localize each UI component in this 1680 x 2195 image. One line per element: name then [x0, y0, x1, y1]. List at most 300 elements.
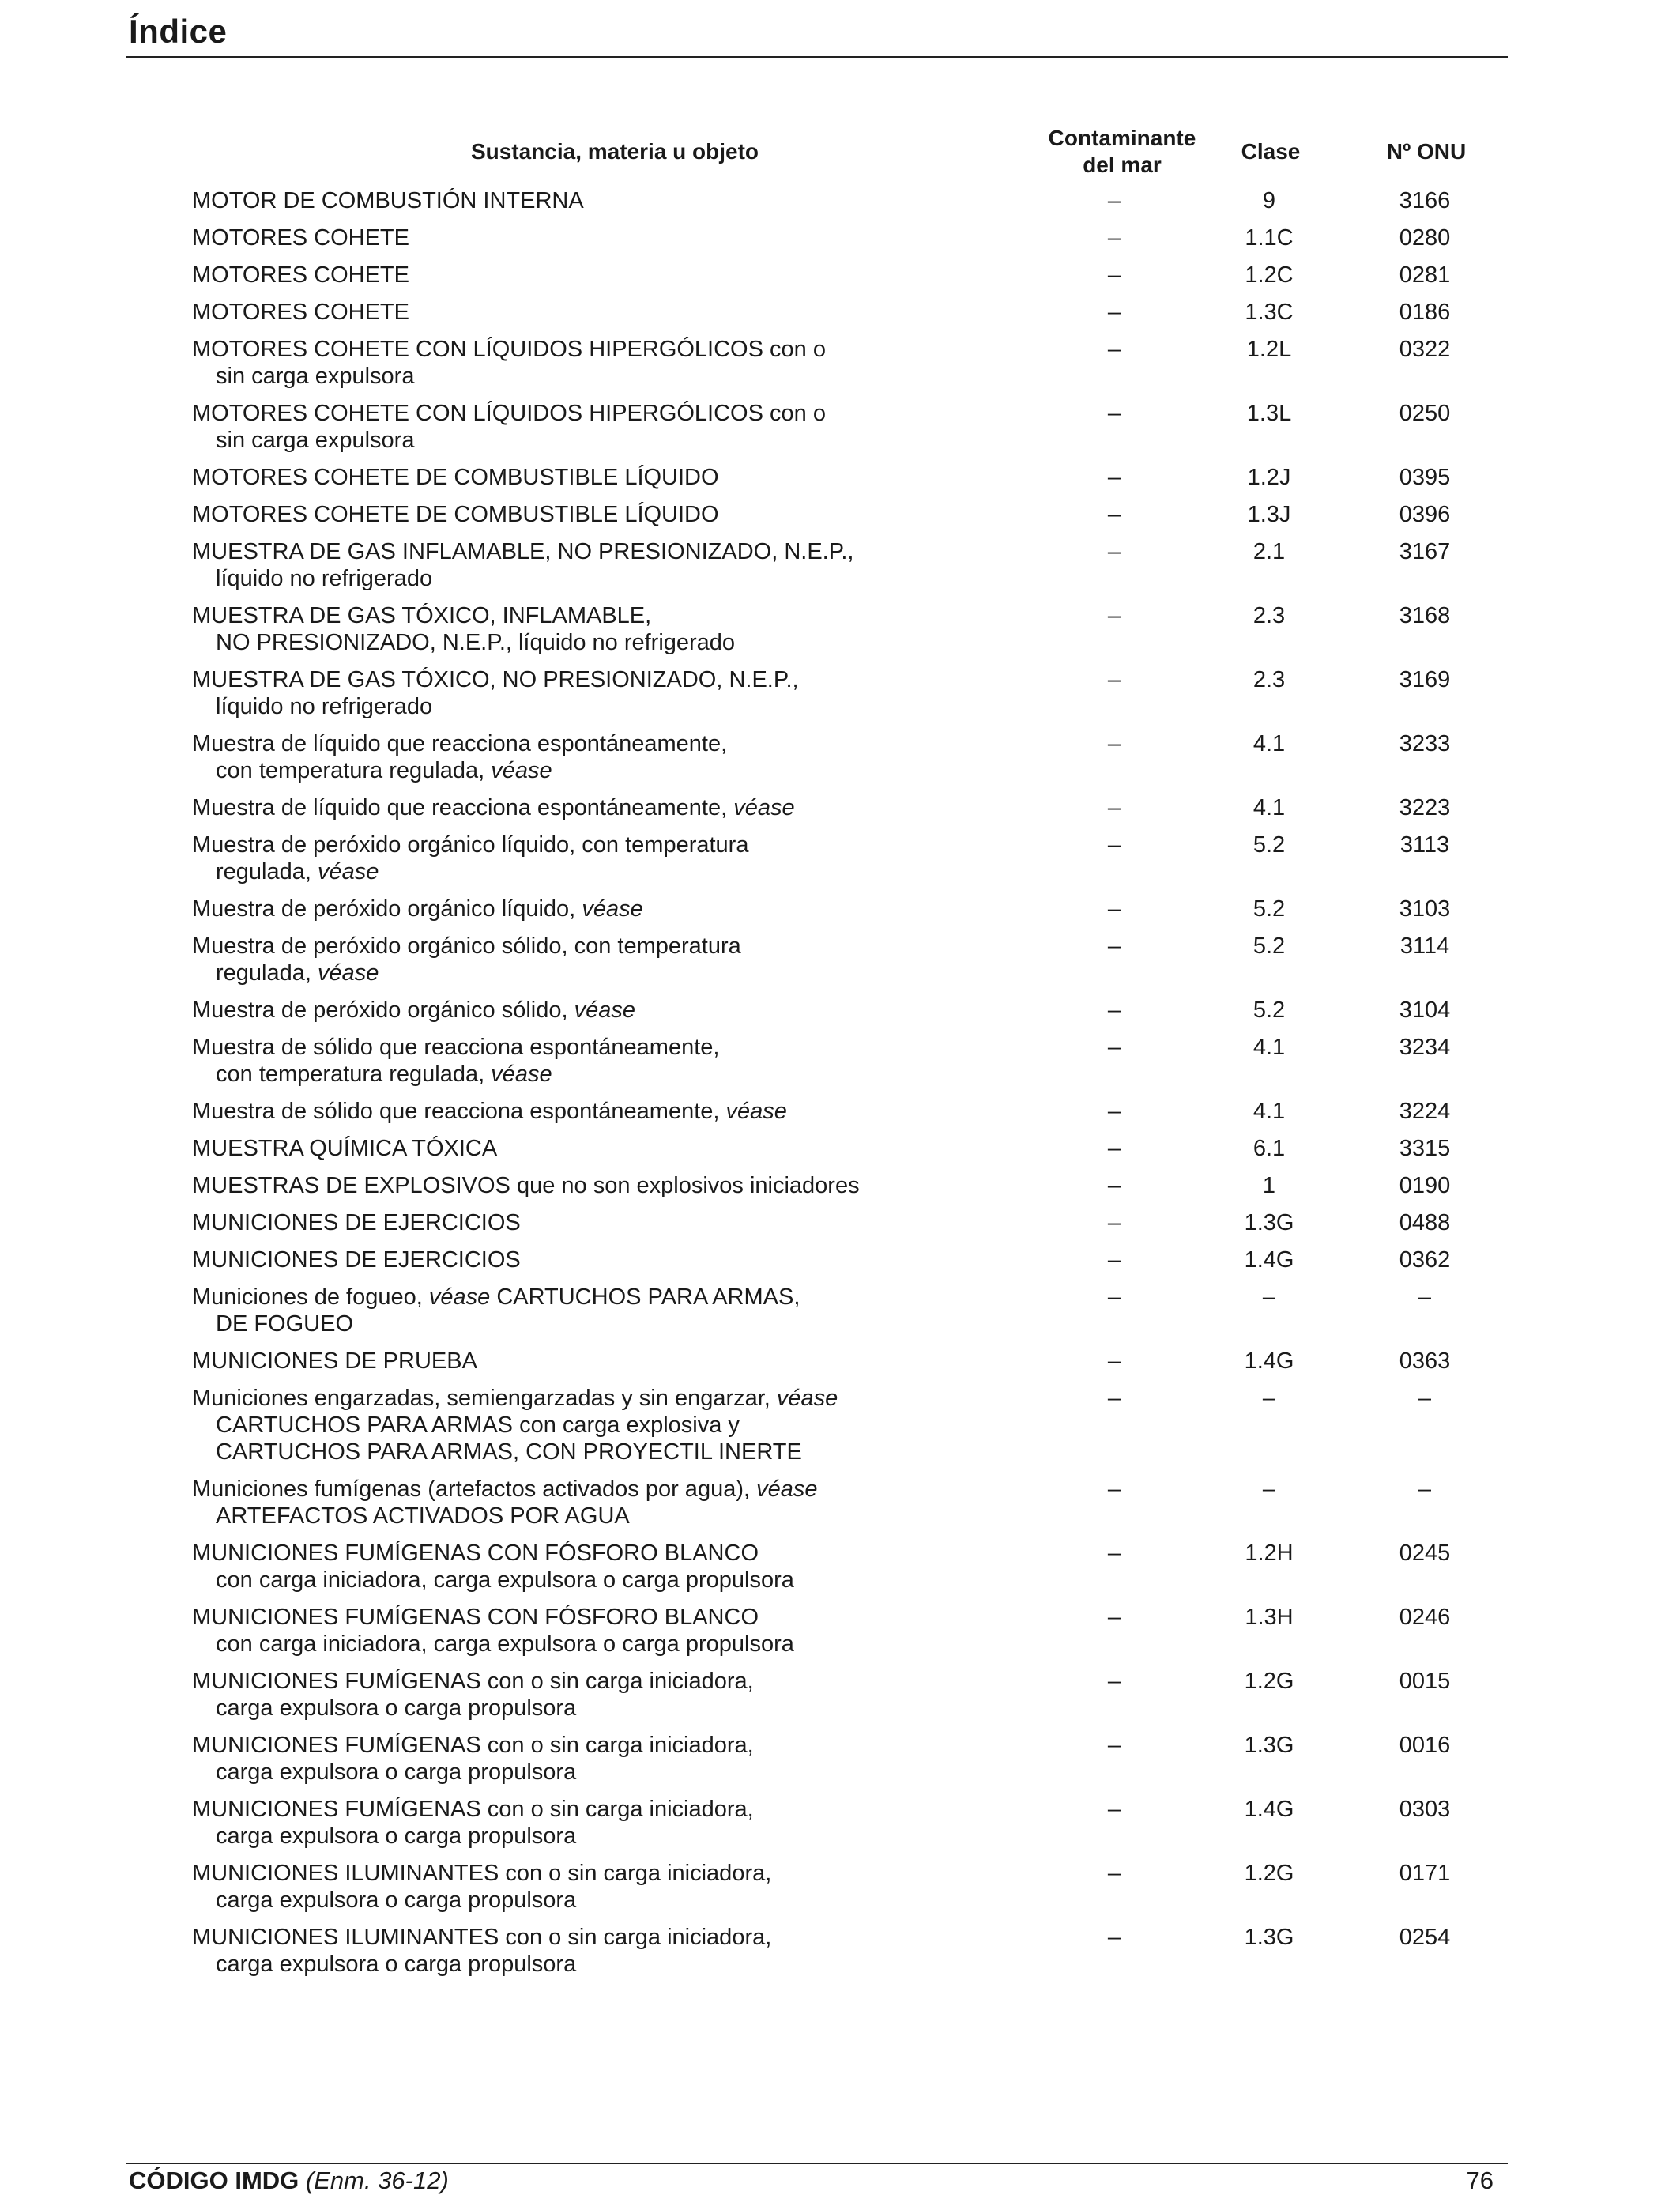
un-number-cell: 3104 — [1399, 998, 1451, 1023]
substance-text: sin carga expulsora — [216, 364, 415, 389]
substance-name-line — [192, 1135, 1069, 1162]
substance-name-cell — [192, 1476, 1069, 1529]
marine-pollutant-cell: – — [1107, 998, 1121, 1023]
table-row — [0, 933, 1680, 986]
substance-name-line — [192, 427, 1069, 454]
un-number-cell: 3223 — [1399, 795, 1451, 820]
see-reference-text: véase — [318, 859, 379, 884]
class-cell: 4.1 — [1252, 1099, 1286, 1124]
column-header-class: Clase — [1241, 139, 1301, 164]
marine-pollutant-cell: – — [1107, 1035, 1121, 1060]
substance-text: MUESTRA QUÍMICA TÓXICA — [192, 1136, 498, 1161]
see-reference-text: véase — [491, 1062, 552, 1087]
table-row — [0, 400, 1680, 454]
substance-name-line — [192, 1209, 1069, 1236]
un-number-cell: 3315 — [1399, 1136, 1451, 1161]
class-cell: 6.1 — [1252, 1136, 1286, 1161]
substance-text: MUNICIONES DE PRUEBA — [192, 1348, 477, 1374]
table-row — [0, 1246, 1680, 1273]
table-row — [0, 1284, 1680, 1337]
substance-text: regulada, — [216, 859, 318, 884]
un-number-cell: 0250 — [1399, 401, 1451, 426]
substance-text: MOTORES COHETE — [192, 300, 409, 325]
class-cell: 1.2G — [1244, 1861, 1294, 1886]
substance-name-line — [192, 1439, 1069, 1465]
substance-text: NO PRESIONIZADO, N.E.P., líquido no refrigerado — [216, 630, 736, 655]
class-cell: 1.1C — [1245, 225, 1294, 251]
see-reference-text: véase — [318, 960, 379, 986]
substance-name-line — [192, 1061, 1069, 1088]
marine-pollutant-cell: – — [1107, 1477, 1121, 1502]
substance-name-line — [192, 1503, 1069, 1529]
substance-text: CARTUCHOS PARA ARMAS, CON PROYECTIL INERTE — [216, 1439, 802, 1465]
marine-pollutant-cell: – — [1107, 1797, 1121, 1822]
marine-pollutant-cell: – — [1107, 1173, 1121, 1198]
substance-text: MOTORES COHETE CON LÍQUIDOS HIPERGÓLICOS con o — [192, 401, 826, 426]
class-cell: 1.2C — [1245, 262, 1294, 288]
substance-name-line — [192, 933, 1069, 960]
substance-text: carga expulsora o carga propulsora — [216, 1759, 577, 1785]
substance-text: regulada, — [216, 960, 318, 986]
substance-text: Muestra de peróxido orgánico sólido, con temperatura — [192, 933, 741, 959]
substance-name-line — [192, 501, 1069, 528]
substance-name-cell — [192, 1668, 1069, 1722]
substance-text: MUNICIONES FUMÍGENAS CON FÓSFORO BLANCO — [192, 1541, 759, 1566]
table-row — [0, 1034, 1680, 1088]
substance-name-cell — [192, 464, 1069, 491]
substance-text: Muestra de sólido que reacciona espontáneamente, — [192, 1035, 720, 1060]
substance-name-line — [192, 602, 1069, 629]
un-number-cell: 3113 — [1399, 832, 1450, 858]
substance-name-line — [192, 1540, 1069, 1567]
table-row — [0, 896, 1680, 922]
class-cell: – — [1262, 1386, 1276, 1411]
marine-pollutant-cell: – — [1107, 502, 1121, 527]
table-row — [0, 1209, 1680, 1236]
un-number-cell: 0395 — [1399, 465, 1451, 490]
substance-name-cell — [192, 1098, 1069, 1125]
table-row — [0, 1098, 1680, 1125]
table-row — [0, 1860, 1680, 1914]
table-row — [0, 1348, 1680, 1375]
table-row — [0, 1924, 1680, 1978]
substance-name-line — [192, 1887, 1069, 1914]
un-number-cell: 3169 — [1399, 667, 1451, 692]
marine-pollutant-cell: – — [1107, 1099, 1121, 1124]
table-row — [0, 336, 1680, 390]
substance-text: carga expulsora o carga propulsora — [216, 1695, 577, 1721]
substance-name-cell — [192, 224, 1069, 251]
footer-code: CÓDIGO IMDG — [129, 2167, 299, 2194]
substance-text: Muestra de líquido que reacciona espontáneamente, — [192, 795, 734, 820]
class-cell: 2.3 — [1252, 667, 1286, 692]
substance-text: MOTORES COHETE CON LÍQUIDOS HIPERGÓLICOS con o — [192, 337, 826, 362]
substance-text: DE FOGUEO — [216, 1311, 354, 1337]
marine-pollutant-cell: – — [1107, 1247, 1121, 1273]
substance-name-cell — [192, 299, 1069, 326]
substance-name-line — [192, 1631, 1069, 1658]
substance-text: MOTORES COHETE — [192, 262, 409, 288]
marine-pollutant-cell: – — [1107, 225, 1121, 251]
class-cell: 1.2J — [1247, 465, 1291, 490]
class-cell: 1.3C — [1245, 300, 1294, 325]
substance-text: MUNICIONES FUMÍGENAS con o sin carga iniciadora, — [192, 1797, 754, 1822]
table-row — [0, 1540, 1680, 1593]
substance-name-line — [192, 1311, 1069, 1337]
un-number-cell: 3234 — [1399, 1035, 1451, 1060]
table-row — [0, 299, 1680, 326]
marine-pollutant-cell: – — [1107, 1541, 1121, 1566]
class-cell: 1.3G — [1244, 1925, 1294, 1950]
see-reference-text: véase — [756, 1477, 818, 1502]
class-cell: 4.1 — [1252, 1035, 1286, 1060]
marine-pollutant-cell: – — [1107, 1210, 1121, 1235]
un-number-cell: 0396 — [1399, 502, 1451, 527]
substance-name-line — [192, 832, 1069, 858]
substance-name-line — [192, 757, 1069, 784]
substance-name-line — [192, 262, 1069, 289]
substance-text: con temperatura regulada, — [216, 1062, 492, 1087]
class-cell: 1.3J — [1247, 502, 1291, 527]
substance-name-cell — [192, 794, 1069, 821]
un-number-cell: 0171 — [1399, 1861, 1451, 1886]
class-cell: 1.2G — [1244, 1669, 1294, 1694]
substance-text: MUNICIONES DE EJERCICIOS — [192, 1247, 521, 1273]
table-row — [0, 187, 1680, 214]
marine-pollutant-cell: – — [1107, 832, 1121, 858]
page-title: Índice — [129, 13, 228, 50]
un-number-cell: 0245 — [1399, 1541, 1451, 1566]
see-reference-text: véase — [776, 1386, 838, 1411]
substance-text: carga expulsora o carga propulsora — [216, 1888, 577, 1913]
un-number-cell: – — [1418, 1386, 1432, 1411]
table-row — [0, 262, 1680, 289]
class-cell: 1.4G — [1244, 1797, 1294, 1822]
class-cell: 5.2 — [1252, 896, 1286, 922]
marine-pollutant-cell: – — [1107, 1925, 1121, 1950]
substance-name-line — [192, 1695, 1069, 1722]
substance-name-line — [192, 1246, 1069, 1273]
marine-pollutant-cell: – — [1107, 539, 1121, 564]
substance-name-line — [192, 1796, 1069, 1823]
substance-name-cell — [192, 997, 1069, 1024]
substance-name-line — [192, 400, 1069, 427]
table-row — [0, 666, 1680, 720]
substance-name-cell — [192, 1924, 1069, 1978]
marine-pollutant-cell: – — [1107, 337, 1121, 362]
substance-name-cell — [192, 933, 1069, 986]
un-number-cell: 0322 — [1399, 337, 1451, 362]
substance-text: MUNICIONES ILUMINANTES con o sin carga iniciadora, — [192, 1861, 772, 1886]
substance-name-line — [192, 896, 1069, 922]
table-row — [0, 730, 1680, 784]
marine-pollutant-cell: – — [1107, 1861, 1121, 1886]
class-cell: 1.3L — [1246, 401, 1292, 426]
footer-rule — [126, 2163, 1508, 2164]
substance-name-line — [192, 1668, 1069, 1695]
see-reference-text: véase — [582, 896, 643, 922]
substance-name-cell — [192, 187, 1069, 214]
substance-name-cell — [192, 602, 1069, 656]
see-reference-text: véase — [725, 1099, 787, 1124]
see-reference-text: véase — [428, 1284, 491, 1310]
substance-name-cell — [192, 400, 1069, 454]
class-cell: 4.1 — [1252, 731, 1286, 756]
substance-text: Muestra de líquido que reacciona espontáneamente, — [192, 731, 728, 756]
substance-name-line — [192, 1348, 1069, 1375]
substance-name-cell — [192, 1034, 1069, 1088]
footer-amendment: (Enm. 36-12) — [305, 2167, 449, 2194]
class-cell: 1 — [1262, 1173, 1276, 1198]
table-row — [0, 997, 1680, 1024]
un-number-cell: 0362 — [1399, 1247, 1451, 1273]
un-number-cell: 0254 — [1399, 1925, 1451, 1950]
table-row — [0, 602, 1680, 656]
table-row — [0, 538, 1680, 592]
substance-text: Muestra de peróxido orgánico sólido, — [192, 998, 574, 1023]
un-number-cell: – — [1418, 1284, 1432, 1310]
class-cell: 1.2H — [1245, 1541, 1294, 1566]
substance-name-line — [192, 1412, 1069, 1439]
column-header-un-number: Nº ONU — [1386, 139, 1467, 164]
substance-name-cell — [192, 1246, 1069, 1273]
substance-name-cell — [192, 1860, 1069, 1914]
substance-name-cell — [192, 1135, 1069, 1162]
un-number-cell: 3166 — [1399, 188, 1451, 213]
marine-pollutant-cell: – — [1107, 1386, 1121, 1411]
substance-name-line — [192, 858, 1069, 885]
table-header — [0, 125, 1680, 188]
substance-name-line — [192, 336, 1069, 363]
class-cell: 9 — [1262, 188, 1276, 213]
substance-name-cell — [192, 1540, 1069, 1593]
un-number-cell: 3168 — [1399, 603, 1451, 628]
substance-name-line — [192, 693, 1069, 720]
class-cell: – — [1262, 1477, 1276, 1502]
substance-text: MUESTRA DE GAS TÓXICO, INFLAMABLE, — [192, 603, 652, 628]
substance-name-line — [192, 666, 1069, 693]
substance-text: MOTOR DE COMBUSTIÓN INTERNA — [192, 188, 584, 213]
marine-pollutant-cell: – — [1107, 1733, 1121, 1758]
substance-name-line — [192, 565, 1069, 592]
substance-text: Muestra de sólido que reacciona espontáneamente, — [192, 1099, 726, 1124]
class-cell: 1.2L — [1246, 337, 1292, 362]
substance-name-cell — [192, 730, 1069, 784]
substance-name-line — [192, 299, 1069, 326]
title-rule — [126, 56, 1508, 58]
substance-name-line — [192, 1098, 1069, 1125]
substance-text: Municiones de fogueo, — [192, 1284, 429, 1310]
marine-pollutant-cell: – — [1107, 603, 1121, 628]
column-header-marine-line2: del mar — [1083, 153, 1162, 177]
substance-text: Municiones fumígenas (artefactos activados por agua), — [192, 1477, 757, 1502]
substance-text: con temperatura regulada, — [216, 758, 492, 783]
marine-pollutant-cell: – — [1107, 1669, 1121, 1694]
substance-text: MOTORES COHETE DE COMBUSTIBLE LÍQUIDO — [192, 465, 719, 490]
class-cell: 1.4G — [1244, 1247, 1294, 1273]
marine-pollutant-cell: – — [1107, 933, 1121, 959]
substance-name-line — [192, 1567, 1069, 1593]
substance-name-cell — [192, 1604, 1069, 1658]
substance-name-line — [192, 960, 1069, 986]
class-cell: 1.4G — [1244, 1348, 1294, 1374]
marine-pollutant-cell: – — [1107, 1136, 1121, 1161]
substance-text: MUNICIONES FUMÍGENAS con o sin carga iniciadora, — [192, 1669, 754, 1694]
substance-name-line — [192, 1951, 1069, 1978]
substance-name-cell — [192, 1796, 1069, 1850]
substance-name-cell — [192, 1209, 1069, 1236]
un-number-cell: 0280 — [1399, 225, 1451, 251]
substance-name-line — [192, 464, 1069, 491]
table-body — [0, 187, 1680, 1988]
marine-pollutant-cell: – — [1107, 188, 1121, 213]
substance-name-line — [192, 1172, 1069, 1199]
substance-name-line — [192, 1476, 1069, 1503]
substance-name-cell — [192, 538, 1069, 592]
un-number-cell: – — [1418, 1477, 1432, 1502]
un-number-cell: 3224 — [1399, 1099, 1451, 1124]
marine-pollutant-cell: – — [1107, 731, 1121, 756]
substance-name-line — [192, 1284, 1069, 1311]
class-cell: 5.2 — [1252, 998, 1286, 1023]
substance-name-line — [192, 187, 1069, 214]
un-number-cell: 0281 — [1399, 262, 1451, 288]
substance-text: sin carga expulsora — [216, 428, 415, 453]
class-cell: 2.1 — [1252, 539, 1286, 564]
footer-document-code — [129, 2167, 449, 2195]
un-number-cell: 0363 — [1399, 1348, 1451, 1374]
marine-pollutant-cell: – — [1107, 896, 1121, 922]
class-cell: 2.3 — [1252, 603, 1286, 628]
substance-text: MUNICIONES DE EJERCICIOS — [192, 1210, 521, 1235]
marine-pollutant-cell: – — [1107, 795, 1121, 820]
substance-name-line — [192, 1385, 1069, 1412]
substance-name-cell — [192, 501, 1069, 528]
substance-name-line — [192, 1924, 1069, 1951]
marine-pollutant-cell: – — [1107, 1348, 1121, 1374]
class-cell: 5.2 — [1252, 832, 1286, 858]
class-cell: 1.3G — [1244, 1210, 1294, 1235]
substance-name-cell — [192, 1172, 1069, 1199]
table-row — [0, 1135, 1680, 1162]
un-number-cell: 3114 — [1399, 933, 1450, 959]
marine-pollutant-cell: – — [1107, 401, 1121, 426]
column-header-marine-line1: Contaminante — [1048, 126, 1196, 150]
substance-text: con carga iniciadora, carga expulsora o carga propulsora — [216, 1567, 794, 1593]
un-number-cell: 3167 — [1399, 539, 1451, 564]
substance-name-cell — [192, 1348, 1069, 1375]
substance-text: MUNICIONES FUMÍGENAS CON FÓSFORO BLANCO — [192, 1605, 759, 1630]
substance-name-cell — [192, 336, 1069, 390]
substance-text: CARTUCHOS PARA ARMAS, — [490, 1284, 800, 1310]
class-cell: 1.3H — [1245, 1605, 1294, 1630]
substance-text: líquido no refrigerado — [216, 694, 433, 719]
see-reference-text: véase — [574, 998, 636, 1023]
substance-text: ARTEFACTOS ACTIVADOS POR AGUA — [216, 1503, 630, 1529]
substance-name-line — [192, 794, 1069, 821]
table-row — [0, 1796, 1680, 1850]
substance-name-cell — [192, 1284, 1069, 1337]
marine-pollutant-cell: – — [1107, 667, 1121, 692]
table-row — [0, 464, 1680, 491]
substance-text: MUESTRAS DE EXPLOSIVOS que no son explosivos iniciadores — [192, 1173, 860, 1198]
table-row — [0, 832, 1680, 885]
class-cell: 5.2 — [1252, 933, 1286, 959]
substance-name-line — [192, 629, 1069, 656]
un-number-cell: 0015 — [1399, 1669, 1451, 1694]
table-row — [0, 1476, 1680, 1529]
substance-name-line — [192, 730, 1069, 757]
substance-text: CARTUCHOS PARA ARMAS con carga explosiva y — [216, 1412, 740, 1438]
substance-text: MUNICIONES FUMÍGENAS con o sin carga iniciadora, — [192, 1733, 754, 1758]
table-row — [0, 1604, 1680, 1658]
substance-text: Municiones engarzadas, semiengarzadas y sin engarzar, — [192, 1386, 777, 1411]
substance-text: MOTORES COHETE — [192, 225, 409, 251]
class-cell: 1.3G — [1244, 1733, 1294, 1758]
table-row — [0, 1668, 1680, 1722]
substance-text: Muestra de peróxido orgánico líquido, con temperatura — [192, 832, 749, 858]
marine-pollutant-cell: – — [1107, 465, 1121, 490]
substance-name-cell — [192, 1385, 1069, 1465]
un-number-cell: 3233 — [1399, 731, 1451, 756]
table-row — [0, 1385, 1680, 1465]
un-number-cell: 0190 — [1399, 1173, 1451, 1198]
substance-name-line — [192, 363, 1069, 390]
class-cell: – — [1262, 1284, 1276, 1310]
substance-text: carga expulsora o carga propulsora — [216, 1824, 577, 1849]
substance-name-cell — [192, 896, 1069, 922]
substance-name-line — [192, 538, 1069, 565]
un-number-cell: 3103 — [1399, 896, 1451, 922]
table-row — [0, 1732, 1680, 1786]
substance-text: MUNICIONES ILUMINANTES con o sin carga iniciadora, — [192, 1925, 772, 1950]
marine-pollutant-cell: – — [1107, 262, 1121, 288]
table-row — [0, 501, 1680, 528]
substance-name-line — [192, 997, 1069, 1024]
substance-name-line — [192, 1732, 1069, 1759]
substance-name-cell — [192, 1732, 1069, 1786]
page-number: 76 — [1466, 2167, 1494, 2194]
marine-pollutant-cell: – — [1107, 1284, 1121, 1310]
un-number-cell: 0246 — [1399, 1605, 1451, 1630]
substance-name-cell — [192, 832, 1069, 885]
substance-text: MUESTRA DE GAS TÓXICO, NO PRESIONIZADO, N.E.P., — [192, 667, 799, 692]
un-number-cell: 0186 — [1399, 300, 1451, 325]
marine-pollutant-cell: – — [1107, 300, 1121, 325]
marine-pollutant-cell: – — [1107, 1605, 1121, 1630]
substance-name-line — [192, 1860, 1069, 1887]
substance-text: MUESTRA DE GAS INFLAMABLE, NO PRESIONIZADO, N.E.P., — [192, 539, 854, 564]
substance-name-cell — [192, 262, 1069, 289]
class-cell: 4.1 — [1252, 795, 1286, 820]
substance-text: carga expulsora o carga propulsora — [216, 1952, 577, 1977]
substance-text: líquido no refrigerado — [216, 566, 433, 591]
table-row — [0, 1172, 1680, 1199]
substance-name-line — [192, 1604, 1069, 1631]
substance-text: Muestra de peróxido orgánico líquido, — [192, 896, 582, 922]
substance-name-line — [192, 1759, 1069, 1786]
substance-name-line — [192, 224, 1069, 251]
substance-name-line — [192, 1034, 1069, 1061]
substance-name-line — [192, 1823, 1069, 1850]
see-reference-text: véase — [491, 758, 552, 783]
see-reference-text: véase — [733, 795, 795, 820]
table-row — [0, 794, 1680, 821]
substance-name-cell — [192, 666, 1069, 720]
un-number-cell: 0488 — [1399, 1210, 1451, 1235]
substance-text: con carga iniciadora, carga expulsora o carga propulsora — [216, 1631, 794, 1657]
column-header-substance: Sustancia, materia u objeto — [470, 139, 759, 164]
